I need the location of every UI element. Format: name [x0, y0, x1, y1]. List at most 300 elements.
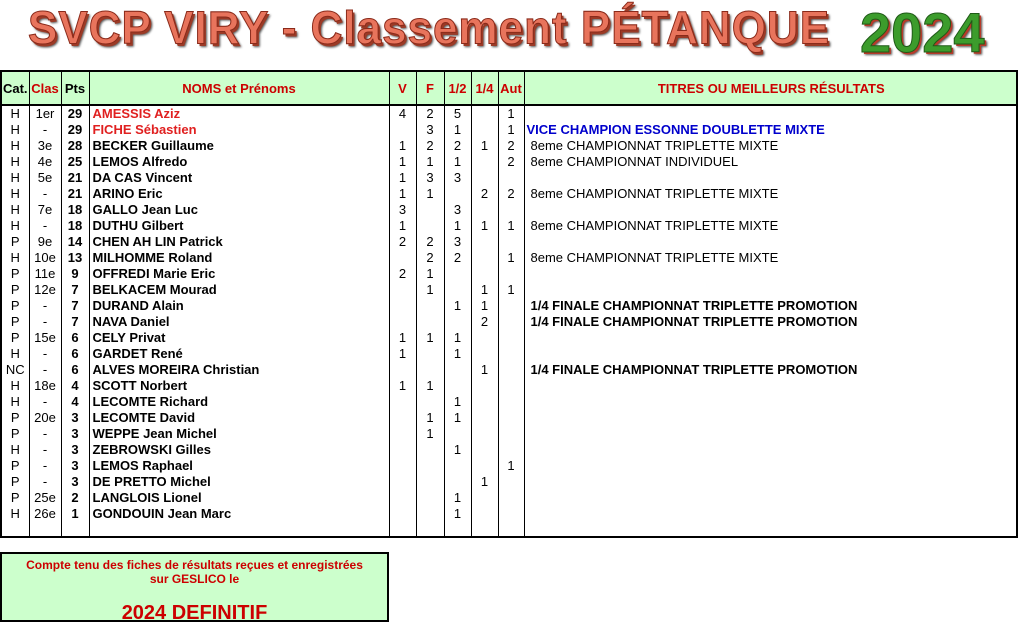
cell-pts: 13	[61, 250, 89, 266]
cell-pts: 6	[61, 330, 89, 346]
cell-half: 3	[444, 234, 471, 250]
table-filler-row	[2, 522, 1018, 538]
cell-name: GALLO Jean Luc	[89, 202, 389, 218]
cell-cat: H	[2, 250, 29, 266]
cell-aut	[498, 410, 524, 426]
cell-pts: 3	[61, 410, 89, 426]
cell-cat: P	[2, 330, 29, 346]
cell-aut	[498, 330, 524, 346]
cell-v: 2	[389, 234, 416, 250]
cell-f: 1	[416, 266, 444, 282]
cell-aut	[498, 234, 524, 250]
cell-f	[416, 474, 444, 490]
table-row	[2, 282, 1018, 298]
cell-quarter	[471, 330, 498, 346]
table-row	[2, 426, 1018, 442]
cell-v	[389, 458, 416, 474]
cell-pts: 3	[61, 426, 89, 442]
cell-cat: P	[2, 298, 29, 314]
cell-f: 3	[416, 122, 444, 138]
cell-name: BELKACEM Mourad	[89, 282, 389, 298]
cell-quarter	[471, 170, 498, 186]
cell-f	[416, 362, 444, 378]
filler-cell	[89, 522, 389, 538]
cell-v	[389, 394, 416, 410]
filler-cell	[471, 522, 498, 538]
cell-pts: 7	[61, 282, 89, 298]
cell-f	[416, 298, 444, 314]
cell-cat: NC	[2, 362, 29, 378]
cell-clas: 1er	[29, 105, 61, 122]
cell-name: DUTHU Gilbert	[89, 218, 389, 234]
cell-quarter: 1	[471, 218, 498, 234]
cell-f: 1	[416, 410, 444, 426]
cell-pts: 7	[61, 314, 89, 330]
cell-v: 1	[389, 186, 416, 202]
cell-half: 1	[444, 442, 471, 458]
cell-title	[524, 105, 1018, 122]
cell-name: CELY Privat	[89, 330, 389, 346]
cell-title	[524, 394, 1018, 410]
filler-cell	[2, 522, 29, 538]
cell-name: MILHOMME Roland	[89, 250, 389, 266]
cell-v	[389, 410, 416, 426]
cell-v	[389, 426, 416, 442]
col-header-names: NOMS et Prénoms	[89, 72, 389, 105]
cell-cat: H	[2, 154, 29, 170]
cell-cat: H	[2, 346, 29, 362]
cell-aut	[498, 314, 524, 330]
cell-title: 1/4 FINALE CHAMPIONNAT TRIPLETTE PROMOTION	[530, 298, 858, 313]
cell-quarter	[471, 266, 498, 282]
col-header-v: V	[389, 72, 416, 105]
cell-pts: 29	[61, 122, 89, 138]
cell-aut	[498, 442, 524, 458]
cell-name: OFFREDI Marie Eric	[89, 266, 389, 282]
cell-f	[416, 458, 444, 474]
cell-quarter	[471, 410, 498, 426]
cell-v: 3	[389, 202, 416, 218]
cell-clas: -	[29, 442, 61, 458]
cell-quarter: 2	[471, 186, 498, 202]
cell-aut	[498, 362, 524, 378]
cell-clas: 20e	[29, 410, 61, 426]
cell-v	[389, 298, 416, 314]
cell-name: ALVES MOREIRA Christian	[89, 362, 389, 378]
cell-v	[389, 506, 416, 522]
cell-cat: H	[2, 394, 29, 410]
cell-name: DA CAS Vincent	[89, 170, 389, 186]
cell-pts: 28	[61, 138, 89, 154]
cell-pts: 7	[61, 298, 89, 314]
table-row	[2, 298, 1018, 314]
cell-pts: 1	[61, 506, 89, 522]
cell-aut	[498, 346, 524, 362]
cell-v	[389, 442, 416, 458]
cell-cat: P	[2, 314, 29, 330]
cell-half	[444, 266, 471, 282]
cell-title	[524, 458, 1018, 474]
cell-title	[524, 234, 1018, 250]
table-row	[2, 266, 1018, 282]
cell-f: 2	[416, 234, 444, 250]
cell-f: 1	[416, 330, 444, 346]
cell-v: 1	[389, 154, 416, 170]
cell-half	[444, 426, 471, 442]
cell-quarter	[471, 202, 498, 218]
cell-aut	[498, 170, 524, 186]
cell-aut: 1	[498, 218, 524, 234]
cell-half: 1	[444, 218, 471, 234]
cell-quarter: 1	[471, 362, 498, 378]
cell-title	[524, 202, 1018, 218]
page-title: SVCP VIRY - Classement PÉTANQUE	[28, 2, 831, 55]
cell-pts: 25	[61, 154, 89, 170]
cell-v: 1	[389, 138, 416, 154]
table-row	[2, 474, 1018, 490]
cell-aut: 1	[498, 105, 524, 122]
cell-quarter	[471, 378, 498, 394]
table-row	[2, 394, 1018, 410]
cell-half	[444, 282, 471, 298]
cell-half: 1	[444, 122, 471, 138]
cell-v	[389, 314, 416, 330]
cell-name: AMESSIS Aziz	[89, 105, 389, 122]
cell-f: 1	[416, 378, 444, 394]
cell-pts: 6	[61, 362, 89, 378]
cell-pts: 21	[61, 170, 89, 186]
cell-pts: 3	[61, 474, 89, 490]
cell-v	[389, 282, 416, 298]
cell-half: 1	[444, 298, 471, 314]
filler-cell	[524, 522, 1018, 538]
cell-v: 1	[389, 330, 416, 346]
cell-aut	[498, 202, 524, 218]
cell-pts: 9	[61, 266, 89, 282]
cell-clas: 3e	[29, 138, 61, 154]
cell-title	[524, 170, 1018, 186]
cell-pts: 3	[61, 458, 89, 474]
cell-aut: 1	[498, 282, 524, 298]
cell-clas: 5e	[29, 170, 61, 186]
cell-f: 1	[416, 426, 444, 442]
col-header-cat: Cat.	[2, 72, 29, 105]
cell-title	[524, 490, 1018, 506]
cell-cat: P	[2, 474, 29, 490]
cell-name: ZEBROWSKI Gilles	[89, 442, 389, 458]
cell-clas: 26e	[29, 506, 61, 522]
cell-half: 1	[444, 490, 471, 506]
cell-aut: 2	[498, 154, 524, 170]
cell-clas: -	[29, 474, 61, 490]
cell-title	[524, 442, 1018, 458]
table-row	[2, 458, 1018, 474]
cell-quarter: 1	[471, 474, 498, 490]
cell-title: VICE CHAMPION ESSONNE DOUBLETTE MIXTE	[526, 122, 825, 137]
col-header-quarter: 1/4	[471, 72, 498, 105]
cell-aut	[498, 298, 524, 314]
cell-aut	[498, 426, 524, 442]
cell-title: 8eme CHAMPIONNAT TRIPLETTE MIXTE	[530, 218, 779, 233]
cell-half	[444, 378, 471, 394]
table-row	[2, 250, 1018, 266]
page-year: 2024	[860, 1, 985, 64]
cell-cat: P	[2, 234, 29, 250]
table-row	[2, 170, 1018, 186]
cell-name: WEPPE Jean Michel	[89, 426, 389, 442]
cell-aut	[498, 394, 524, 410]
table-row	[2, 362, 1018, 378]
cell-f	[416, 442, 444, 458]
cell-aut	[498, 266, 524, 282]
cell-name: DE PRETTO Michel	[89, 474, 389, 490]
cell-title	[524, 410, 1018, 426]
col-header-aut: Aut	[498, 72, 524, 105]
cell-half: 3	[444, 202, 471, 218]
cell-title	[524, 506, 1018, 522]
cell-clas: 7e	[29, 202, 61, 218]
cell-clas: 4e	[29, 154, 61, 170]
cell-clas: -	[29, 362, 61, 378]
cell-cat: P	[2, 266, 29, 282]
table-row	[2, 138, 1018, 154]
filler-cell	[29, 522, 61, 538]
cell-v	[389, 474, 416, 490]
col-header-f: F	[416, 72, 444, 105]
filler-cell	[416, 522, 444, 538]
cell-quarter	[471, 394, 498, 410]
cell-half	[444, 314, 471, 330]
table-row	[2, 314, 1018, 330]
table-row	[2, 346, 1018, 362]
cell-f: 2	[416, 250, 444, 266]
cell-clas: 15e	[29, 330, 61, 346]
cell-title: 8eme CHAMPIONNAT TRIPLETTE MIXTE	[530, 186, 779, 201]
cell-f	[416, 346, 444, 362]
filler-cell	[444, 522, 471, 538]
cell-v	[389, 122, 416, 138]
cell-half	[444, 186, 471, 202]
table-row	[2, 330, 1018, 346]
cell-half: 5	[444, 105, 471, 122]
cell-title	[524, 378, 1018, 394]
cell-cat: H	[2, 186, 29, 202]
table-row	[2, 234, 1018, 250]
cell-aut: 1	[498, 122, 524, 138]
cell-cat: P	[2, 426, 29, 442]
cell-aut: 2	[498, 186, 524, 202]
table-row	[2, 105, 1018, 122]
col-header-pts: Pts	[61, 72, 89, 105]
cell-name: LEMOS Raphael	[89, 458, 389, 474]
cell-v: 2	[389, 266, 416, 282]
col-header-clas: Clas	[29, 72, 61, 105]
cell-f: 2	[416, 138, 444, 154]
cell-quarter	[471, 490, 498, 506]
table-row	[2, 378, 1018, 394]
cell-title: 1/4 FINALE CHAMPIONNAT TRIPLETTE PROMOTION	[530, 314, 858, 329]
cell-clas: -	[29, 218, 61, 234]
footer-note	[2, 554, 387, 586]
cell-quarter	[471, 506, 498, 522]
cell-cat: P	[2, 410, 29, 426]
cell-title	[524, 330, 1018, 346]
cell-name: FICHE Sébastien	[89, 122, 389, 138]
cell-clas: 10e	[29, 250, 61, 266]
cell-name: SCOTT Norbert	[89, 378, 389, 394]
table-row	[2, 218, 1018, 234]
cell-f: 2	[416, 105, 444, 122]
table-row	[2, 410, 1018, 426]
table-row	[2, 490, 1018, 506]
cell-name: NAVA Daniel	[89, 314, 389, 330]
cell-quarter	[471, 122, 498, 138]
cell-f	[416, 506, 444, 522]
cell-title	[524, 282, 1018, 298]
cell-half: 1	[444, 394, 471, 410]
cell-quarter: 2	[471, 314, 498, 330]
cell-cat: P	[2, 490, 29, 506]
cell-pts: 18	[61, 202, 89, 218]
cell-title: 1/4 FINALE CHAMPIONNAT TRIPLETTE PROMOTION	[530, 362, 858, 377]
cell-clas: -	[29, 394, 61, 410]
cell-f: 1	[416, 186, 444, 202]
cell-quarter	[471, 458, 498, 474]
cell-clas: 9e	[29, 234, 61, 250]
cell-cat: H	[2, 138, 29, 154]
cell-half: 1	[444, 410, 471, 426]
cell-cat: H	[2, 378, 29, 394]
cell-cat: H	[2, 202, 29, 218]
cell-clas: -	[29, 122, 61, 138]
cell-quarter	[471, 105, 498, 122]
cell-cat: H	[2, 506, 29, 522]
cell-quarter	[471, 234, 498, 250]
cell-name: DURAND Alain	[89, 298, 389, 314]
cell-clas: -	[29, 314, 61, 330]
cell-f: 1	[416, 282, 444, 298]
table-row	[2, 202, 1018, 218]
cell-pts: 2	[61, 490, 89, 506]
cell-aut	[498, 506, 524, 522]
cell-aut	[498, 378, 524, 394]
footer-note-line2: sur GESLICO le	[149, 572, 240, 586]
cell-quarter: 1	[471, 298, 498, 314]
footer-status: 2024 DEFINITIF	[121, 602, 268, 624]
cell-f	[416, 202, 444, 218]
table-header-row	[2, 72, 1018, 105]
cell-clas: -	[29, 186, 61, 202]
cell-half: 2	[444, 138, 471, 154]
ranking-table	[2, 72, 1018, 538]
cell-name: GONDOUIN Jean Marc	[89, 506, 389, 522]
cell-title	[524, 426, 1018, 442]
cell-pts: 3	[61, 442, 89, 458]
cell-pts: 4	[61, 394, 89, 410]
cell-name: BECKER Guillaume	[89, 138, 389, 154]
cell-pts: 29	[61, 105, 89, 122]
cell-title: 8eme CHAMPIONNAT TRIPLETTE MIXTE	[530, 250, 779, 265]
filler-cell	[498, 522, 524, 538]
cell-half: 1	[444, 346, 471, 362]
table-row	[2, 154, 1018, 170]
cell-title	[524, 266, 1018, 282]
cell-half: 2	[444, 250, 471, 266]
cell-half: 1	[444, 506, 471, 522]
cell-pts: 14	[61, 234, 89, 250]
cell-pts: 4	[61, 378, 89, 394]
cell-f: 1	[416, 154, 444, 170]
cell-quarter	[471, 154, 498, 170]
table-row	[2, 506, 1018, 522]
col-header-titles: TITRES OU MEILLEURS RÉSULTATS	[524, 72, 1018, 105]
cell-v: 1	[389, 218, 416, 234]
cell-half: 1	[444, 154, 471, 170]
cell-clas: -	[29, 426, 61, 442]
cell-title: 8eme CHAMPIONNAT INDIVIDUEL	[530, 154, 739, 169]
cell-f: 3	[416, 170, 444, 186]
cell-name: ARINO Eric	[89, 186, 389, 202]
cell-clas: 25e	[29, 490, 61, 506]
cell-quarter: 1	[471, 138, 498, 154]
cell-v	[389, 362, 416, 378]
cell-clas: 11e	[29, 266, 61, 282]
cell-title	[524, 474, 1018, 490]
cell-cat: H	[2, 170, 29, 186]
cell-name: LANGLOIS Lionel	[89, 490, 389, 506]
cell-clas: -	[29, 458, 61, 474]
cell-title	[524, 346, 1018, 362]
cell-cat: H	[2, 105, 29, 122]
cell-name: LECOMTE Richard	[89, 394, 389, 410]
cell-v	[389, 250, 416, 266]
cell-aut: 1	[498, 250, 524, 266]
cell-aut: 2	[498, 138, 524, 154]
ranking-table-frame	[0, 70, 1018, 538]
cell-half	[444, 362, 471, 378]
cell-f	[416, 314, 444, 330]
cell-cat: H	[2, 122, 29, 138]
cell-half	[444, 458, 471, 474]
cell-name: LECOMTE David	[89, 410, 389, 426]
cell-cat: H	[2, 218, 29, 234]
cell-half: 3	[444, 170, 471, 186]
cell-title: 8eme CHAMPIONNAT TRIPLETTE MIXTE	[530, 138, 779, 153]
cell-f	[416, 218, 444, 234]
cell-aut	[498, 490, 524, 506]
cell-pts: 21	[61, 186, 89, 202]
page-header	[0, 0, 1024, 66]
cell-v: 1	[389, 170, 416, 186]
cell-clas: 18e	[29, 378, 61, 394]
cell-v	[389, 490, 416, 506]
col-header-half: 1/2	[444, 72, 471, 105]
cell-v: 1	[389, 378, 416, 394]
footer-status-box	[0, 552, 389, 622]
cell-quarter	[471, 426, 498, 442]
cell-v: 4	[389, 105, 416, 122]
cell-f	[416, 394, 444, 410]
cell-clas: -	[29, 346, 61, 362]
cell-pts: 6	[61, 346, 89, 362]
cell-half: 1	[444, 330, 471, 346]
cell-cat: H	[2, 442, 29, 458]
cell-half	[444, 474, 471, 490]
cell-f	[416, 490, 444, 506]
cell-name: LEMOS Alfredo	[89, 154, 389, 170]
table-row	[2, 442, 1018, 458]
cell-clas: -	[29, 298, 61, 314]
